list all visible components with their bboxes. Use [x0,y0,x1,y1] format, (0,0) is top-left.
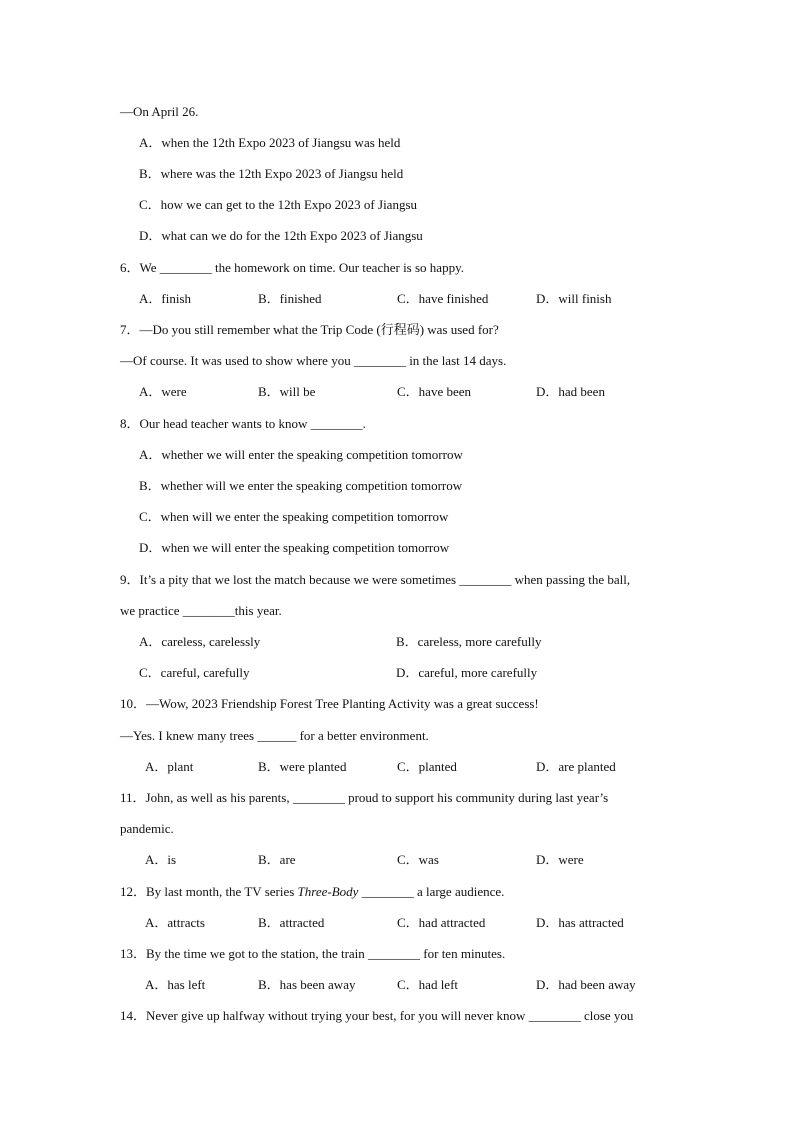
q6-option-d: D．will finish [536,291,612,306]
q12-option-d: D．has attracted [536,915,624,930]
question-13-stem: 13．By the time we got to the station, the train ________ for ten minutes. [120,946,506,961]
q8-option-b: B．whether will we enter the speaking competition tomorrow [139,478,463,493]
q7-option-a: A．were [139,384,187,399]
q12-option-c: C．had attracted [397,915,486,930]
q9-option-d: D．careful, more carefully [396,665,538,680]
question-7-stem-2: —Of course. It was used to show where you ________ in the last 14 days. [120,353,507,368]
option-a: A．when the 12th Expo 2023 of Jiangsu was held [139,135,401,150]
dialogue-line: —On April 26. [120,104,199,119]
question-11-stem: 11．John, as well as his parents, ________ proud to support his community during last year’s [120,790,609,805]
q12-option-a: A．attracts [145,915,205,930]
q13-option-a: A．has left [145,977,206,992]
q11-option-d: D．were [536,852,584,867]
question-7-stem: 7．—Do you still remember what the Trip Code (行程码) was used for? [120,322,499,337]
q11-option-c: C．was [397,852,439,867]
question-10-stem: 10．—Wow, 2023 Friendship Forest Tree Planting Activity was a great success! [120,696,539,711]
question-12-stem [120,882,504,902]
q9-option-b: B．careless, more carefully [396,634,542,649]
question-9-stem: 9．It’s a pity that we lost the match because we were sometimes ________ when passing the ball, [120,572,631,587]
q7-option-b: B．will be [258,384,316,399]
q8-option-c: C．when will we enter the speaking competition tomorrow [139,509,449,524]
q9-option-a: A．careless, carelessly [139,634,261,649]
q13-option-c: C．had left [397,977,459,992]
q10-option-d: D．are planted [536,759,616,774]
q11-option-a: A．is [145,852,177,867]
q6-option-b: B．finished [258,291,322,306]
q7-option-c: C．have been [397,384,472,399]
q10-option-b: B．were planted [258,759,347,774]
q12-option-b: B．attracted [258,915,325,930]
option-d: D．what can we do for the 12th Expo 2023 of Jiangsu [139,228,423,243]
question-14-stem: 14．Never give up halfway without trying your best, for you will never know ________ close you [120,1008,634,1023]
q13-option-d: D．had been away [536,977,636,992]
q12-series-title: Three-Body [297,884,359,899]
q10-option-c: C．planted [397,759,457,774]
q13-option-b: B．has been away [258,977,356,992]
question-11-stem-2: pandemic. [120,821,174,836]
question-8-stem: 8．Our head teacher wants to know ________. [120,416,366,431]
q11-option-b: B．are [258,852,296,867]
question-9-stem-2: we practice ________this year. [120,603,282,618]
q10-option-a: A．plant [145,759,194,774]
option-b: B．where was the 12th Expo 2023 of Jiangsu held [139,166,404,181]
q12-stem-before: 12．By last month, the TV series [120,884,298,899]
q7-option-d: D．had been [536,384,605,399]
question-10-stem-2: —Yes. I knew many trees ______ for a better environment. [120,728,429,743]
q9-option-c: C．careful, carefully [139,665,250,680]
q6-option-c: C．have finished [397,291,489,306]
q8-option-d: D．when we will enter the speaking competition tomorrow [139,540,450,555]
option-c: C．how we can get to the 12th Expo 2023 of Jiangsu [139,197,418,212]
q8-option-a: A．whether we will enter the speaking competition tomorrow [139,447,463,462]
question-6-stem: 6．We ________ the homework on time. Our teacher is so happy. [120,260,464,275]
q6-option-a: A．finish [139,291,192,306]
q12-stem-after: ________ a large audience. [358,884,505,899]
